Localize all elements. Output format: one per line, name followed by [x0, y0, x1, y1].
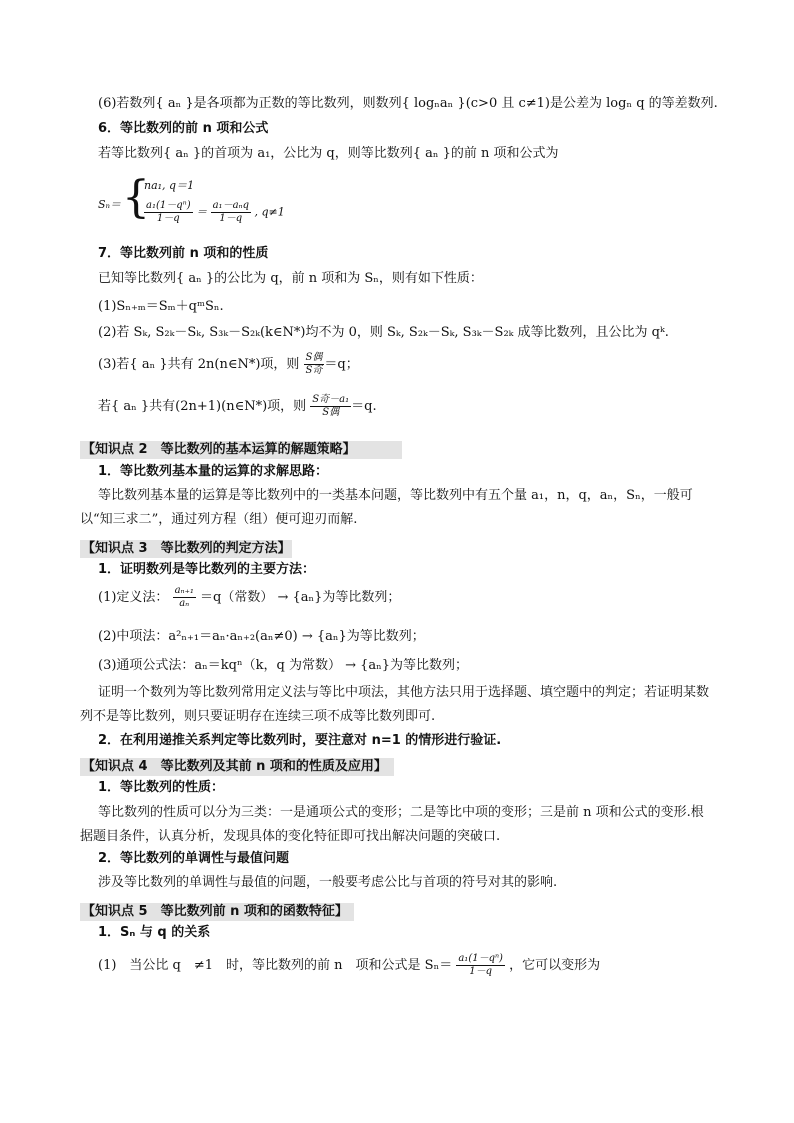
- sum-property-3: [98, 352, 359, 382]
- formula-case-1: na₁, q＝1: [144, 179, 195, 192]
- sum-property-3-text: (3)若{ aₙ }共有 2n(n∈N*)项，则: [98, 357, 300, 372]
- frac-num: a₁(1－qⁿ): [458, 953, 503, 964]
- kp4-text: 等比数列的性质可以分为三类：一是通项公式的变形；二是等比中项的变形；三是前 n 项和公式的变形.根据题目条件，认真分析，发现具体的变化特征即可找出解决问题的突破口.: [80, 805, 704, 844]
- kp3-method-1: [98, 585, 400, 615]
- frac-num: a₁－aₙq: [212, 200, 249, 211]
- kp4-text-2: 涉及等比数列的单调性与最值的问题，一般要考虑公比与首项的符号对其的影响.: [98, 875, 558, 890]
- knowledge-point-4: 【知识点 4 等比数列及其前 n 项和的性质及应用】: [80, 758, 394, 776]
- knowledge-point-2: 【知识点 2 等比数列的基本运算的解题策略】: [80, 441, 402, 459]
- frac-den: 1－q: [156, 213, 180, 224]
- heading-7: 7．等比数列前 n 项和的性质: [98, 246, 269, 261]
- frac-num: aₙ₊₁: [174, 585, 194, 596]
- kp5-item-1-tail: ，它可以变形为: [509, 958, 601, 973]
- sum-property-3b-text: 若{ aₙ }共有(2n+1)(n∈N*)项，则: [98, 399, 307, 414]
- heading-6: 6．等比数列的前 n 项和公式: [98, 121, 269, 136]
- frac-num: S偶: [305, 352, 323, 363]
- kp4-heading: 1．等比数列的性质：: [98, 780, 225, 795]
- kp3-text: 证明一个数列为等比数列常用定义法与等比中项法，其他方法只用于选择题、填空题中的判定；若证明某数列不是等比数列，则只要证明存在连续三项不成等比数列即可.: [80, 685, 710, 724]
- kp3-method-1-label: (1)定义法：: [98, 590, 169, 605]
- frac-num: a₁(1－qⁿ): [146, 200, 191, 211]
- kp3-heading: 1．证明数列是等比数列的主要方法：: [98, 562, 316, 577]
- kp4-heading-2: 2．等比数列的单调性与最值问题: [98, 851, 290, 866]
- sum-property-2: (2)若 Sₖ, S₂ₖ－Sₖ, S₃ₖ－S₂ₖ(k∈N*)均不为 0，则 Sₖ, S₂ₖ－Sₖ, S₃ₖ－S₂ₖ 成等比数列，且公比为 qᵏ.: [98, 325, 669, 340]
- knowledge-point-3: 【知识点 3 等比数列的判定方法】: [82, 541, 291, 556]
- kp3-heading-2: 2．在利用递推关系判定等比数列时，要注意对 n=1 的情形进行验证.: [98, 733, 502, 748]
- frac-result: ＝q.: [351, 399, 377, 414]
- frac-result: ＝q；: [324, 357, 359, 372]
- frac-num: S奇－a₁: [312, 394, 350, 405]
- kp2-heading: 1．等比数列基本量的运算的求解思路：: [98, 464, 329, 479]
- sum-property-intro: 已知等比数列{ aₙ }的公比为 q，前 n 项和为 Sₙ，则有如下性质：: [98, 271, 483, 286]
- formula-brace: {: [122, 172, 150, 223]
- frac-den: S奇: [305, 365, 323, 376]
- kp3-method-2: (2)中项法：a²ₙ₊₁＝aₙ·aₙ₊₂(aₙ≠0) → {aₙ}为等比数列；: [98, 629, 425, 644]
- frac-den: aₙ: [179, 598, 190, 609]
- formula-case-2: $\frac{\text{a₁(1－qⁿ)}}{1-q}$ ＝ $\frac{\text{a₁－aₙq}}{1-q}$ , q≠1: [146, 200, 285, 224]
- sum-property-1: (1)Sₙ₊ₘ＝Sₘ＋qᵐSₙ.: [98, 299, 224, 314]
- frac-den: 1－q: [469, 966, 493, 977]
- knowledge-point-5: 【知识点 5 等比数列前 n 项和的函数特征】: [80, 903, 354, 921]
- frac-den: S偶: [322, 407, 340, 418]
- formula-sn-label: Sₙ＝: [98, 198, 121, 211]
- kp5-heading: 1．Sₙ 与 q 的关系: [98, 925, 211, 940]
- sum-formula-intro: 若等比数列{ aₙ }的首项为 a₁，公比为 q，则等比数列{ aₙ }的前 n 项和公式为: [98, 146, 559, 161]
- formula-case-2-tail: , q≠1: [254, 205, 285, 219]
- kp3-method-1-tail: ＝q（常数） → {aₙ}为等比数列；: [200, 590, 401, 605]
- kp3-method-3: (3)通项公式法：aₙ＝kqⁿ（k，q 为常数） → {aₙ}为等比数列；: [98, 658, 469, 673]
- kp2-text: 等比数列基本量的运算是等比数列中的一类基本问题，等比数列中有五个量 a₁，n，q，aₙ，Sₙ，一般可以“知三求二”，通过列方程（组）便可迎刃而解.: [80, 488, 693, 527]
- kp5-item-1-text: (1) 当公比 q ≠1 时，等比数列的前 n 项和公式是 Sₙ＝: [98, 958, 453, 973]
- kp5-item-1: [98, 953, 600, 983]
- property-6: (6)若数列{ aₙ }是各项都为正数的等比数列，则数列{ logₙaₙ }(c>0 且 c≠1)是公差为 logₙ q 的等差数列.: [98, 96, 718, 111]
- sum-property-3b: [98, 394, 377, 424]
- frac-den: 1－q: [219, 213, 243, 224]
